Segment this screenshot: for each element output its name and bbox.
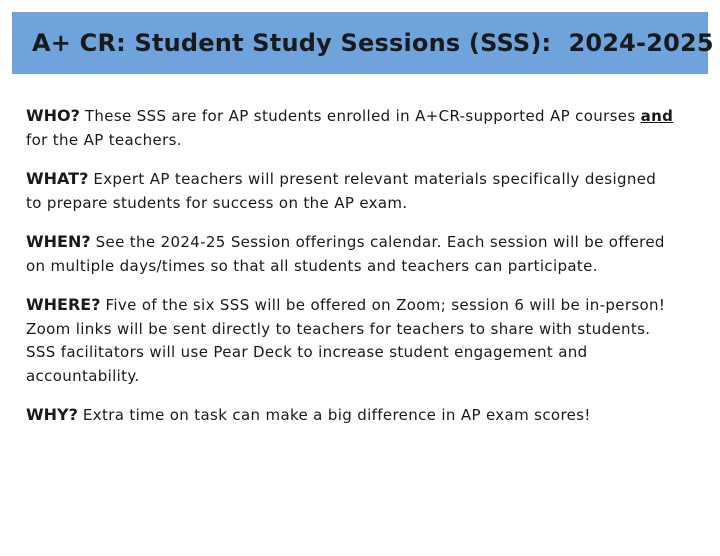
why-text: Extra time on task can make a big difference in AP exam scores!	[82, 406, 591, 424]
who-text-after: for the AP teachers.	[26, 130, 182, 149]
why-label: WHY?	[26, 405, 78, 424]
what-label: WHAT?	[26, 169, 89, 188]
who-label: WHO?	[26, 106, 80, 125]
when-text: See the 2024-25 Session offerings calendar. Each session will be offered on multiple days/times so that all students and teachers can participate.	[26, 233, 665, 275]
title-banner	[12, 12, 714, 74]
what-section	[26, 167, 676, 215]
content-body	[26, 104, 676, 443]
who-section	[26, 104, 676, 152]
where-text: Five of the six SSS will be offered on Zoom; session 6 will be in-person! Zoom links will be sent directly to teachers for teachers to share with students. SSS facilitators will use Pear Deck to increase student engagement and accountability.	[26, 296, 666, 385]
who-text-before: These SSS are for AP students enrolled in A+CR-supported AP courses	[84, 107, 641, 125]
where-section	[26, 293, 676, 388]
when-section	[26, 230, 676, 278]
what-text: Expert AP teachers will present relevant materials specifically designed to prepare students for success on the AP exam.	[26, 170, 657, 212]
when-label: WHEN?	[26, 232, 91, 251]
who-emphasis: and	[640, 107, 674, 125]
where-label: WHERE?	[26, 295, 101, 314]
page-title: A+ CR: Student Study Sessions (SSS): 2024-2025	[32, 29, 714, 57]
why-section	[26, 403, 676, 428]
